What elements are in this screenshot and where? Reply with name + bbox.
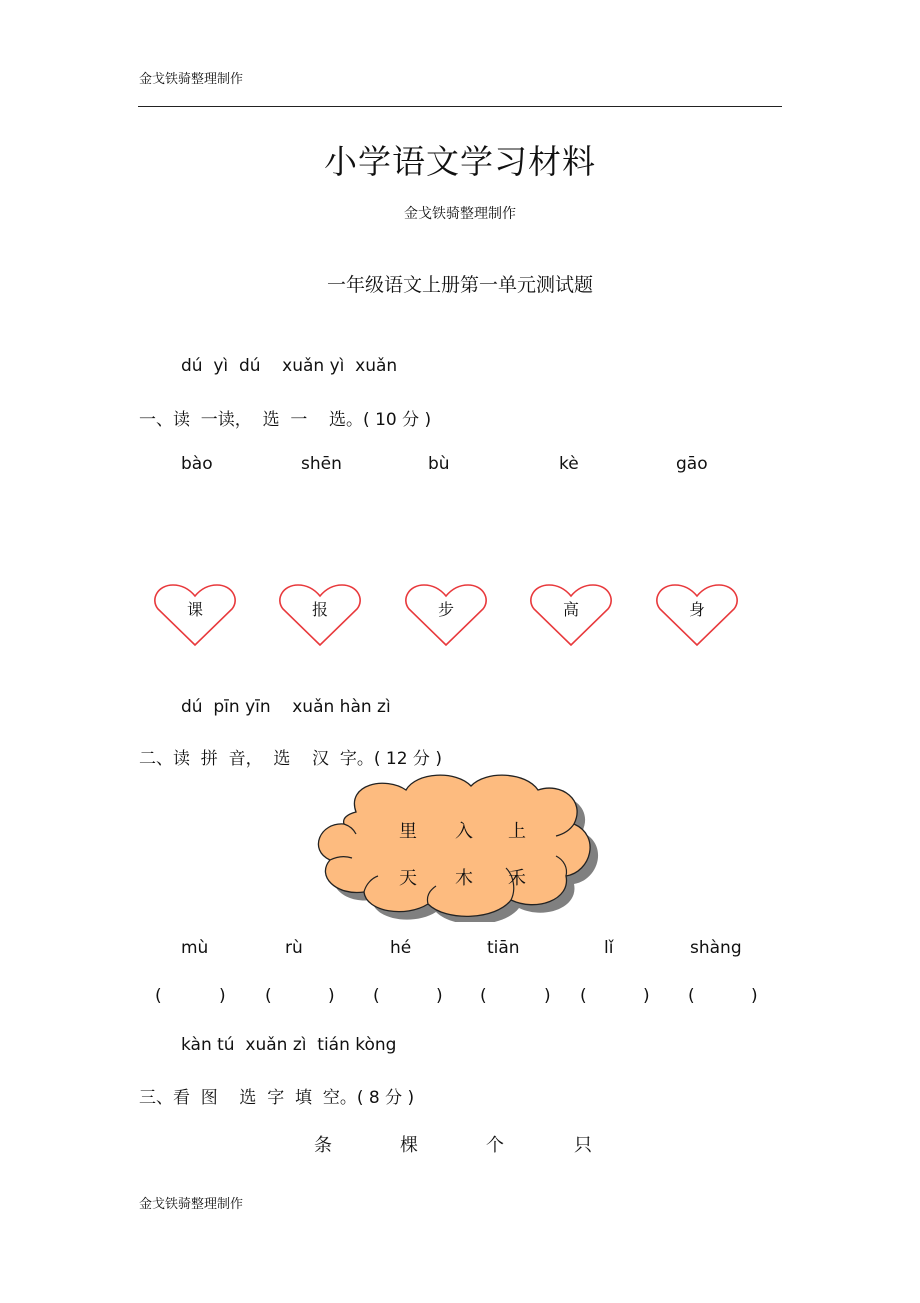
answer-pinyin-3: hé bbox=[390, 938, 412, 958]
pinyin-option-3: bù bbox=[428, 454, 450, 474]
section2-pinyin: dú pīn yīn xuǎn hàn zì bbox=[181, 697, 391, 717]
heart-character: 身 bbox=[688, 600, 705, 619]
answer-pinyin-5: lǐ bbox=[604, 938, 614, 958]
header-divider bbox=[138, 106, 782, 107]
blank-close-1: ) bbox=[219, 986, 226, 1006]
heart-character: 课 bbox=[186, 600, 203, 619]
measure-word-2: 棵 bbox=[400, 1135, 418, 1156]
answer-pinyin-1: mù bbox=[181, 938, 209, 958]
cloud-character: 天 bbox=[399, 868, 417, 889]
blank-open-2: ( bbox=[265, 986, 272, 1006]
pinyin-option-1: bào bbox=[181, 454, 213, 474]
answer-pinyin-2: rù bbox=[285, 938, 303, 958]
answer-pinyin-4: tiān bbox=[487, 938, 520, 958]
blank-open-4: ( bbox=[480, 986, 487, 1006]
section2-heading: 二、读 拼 音， 选 汉 字。( 12 分 ) bbox=[139, 749, 442, 769]
blank-open-3: ( bbox=[373, 986, 380, 1006]
blank-open-1: ( bbox=[155, 986, 162, 1006]
blank-close-3: ) bbox=[436, 986, 443, 1006]
section3-pinyin: kàn tú xuǎn zì tián kòng bbox=[181, 1035, 397, 1055]
cloud-character: 入 bbox=[455, 821, 473, 842]
heart-character: 高 bbox=[562, 600, 579, 619]
cloud-icon bbox=[316, 772, 606, 922]
blank-close-6: ) bbox=[751, 986, 758, 1006]
heart-card-5 bbox=[654, 583, 740, 647]
heart-card-2 bbox=[277, 583, 363, 647]
cloud-character: 禾 bbox=[508, 868, 526, 889]
heart-character: 报 bbox=[311, 600, 328, 619]
pinyin-option-2: shēn bbox=[301, 454, 342, 474]
character-cloud bbox=[316, 772, 606, 922]
heart-card-3 bbox=[403, 583, 489, 647]
pinyin-option-5: gāo bbox=[676, 454, 708, 474]
test-title: 一年级语文上册第一单元测试题 bbox=[326, 274, 593, 296]
blank-open-5: ( bbox=[580, 986, 587, 1006]
cloud-character: 木 bbox=[455, 868, 473, 889]
heart-card-4 bbox=[528, 583, 614, 647]
section1-heading: 一、读 一读， 选 一 选。( 10 分 ) bbox=[139, 410, 432, 430]
cloud-character: 上 bbox=[508, 821, 526, 842]
page-header-text: 金戈铁骑整理制作 bbox=[139, 72, 244, 87]
document-author: 金戈铁骑整理制作 bbox=[404, 206, 516, 222]
measure-word-1: 条 bbox=[314, 1135, 332, 1156]
blank-close-5: ) bbox=[643, 986, 650, 1006]
section3-heading: 三、看 图 选 字 填 空。( 8 分 ) bbox=[139, 1088, 415, 1108]
document-title: 小学语文学习材料 bbox=[324, 142, 596, 181]
measure-word-4: 只 bbox=[574, 1135, 592, 1156]
blank-close-2: ) bbox=[328, 986, 335, 1006]
heart-character: 步 bbox=[437, 600, 454, 619]
page-footer-text: 金戈铁骑整理制作 bbox=[139, 1197, 244, 1212]
blank-close-4: ) bbox=[544, 986, 551, 1006]
cloud-character: 里 bbox=[399, 821, 417, 842]
heart-card-1 bbox=[152, 583, 238, 647]
blank-open-6: ( bbox=[688, 986, 695, 1006]
pinyin-option-4: kè bbox=[559, 454, 579, 474]
measure-word-3: 个 bbox=[486, 1135, 504, 1156]
section1-pinyin: dú yì dú xuǎn yì xuǎn bbox=[181, 356, 398, 376]
answer-pinyin-6: shàng bbox=[690, 938, 742, 958]
